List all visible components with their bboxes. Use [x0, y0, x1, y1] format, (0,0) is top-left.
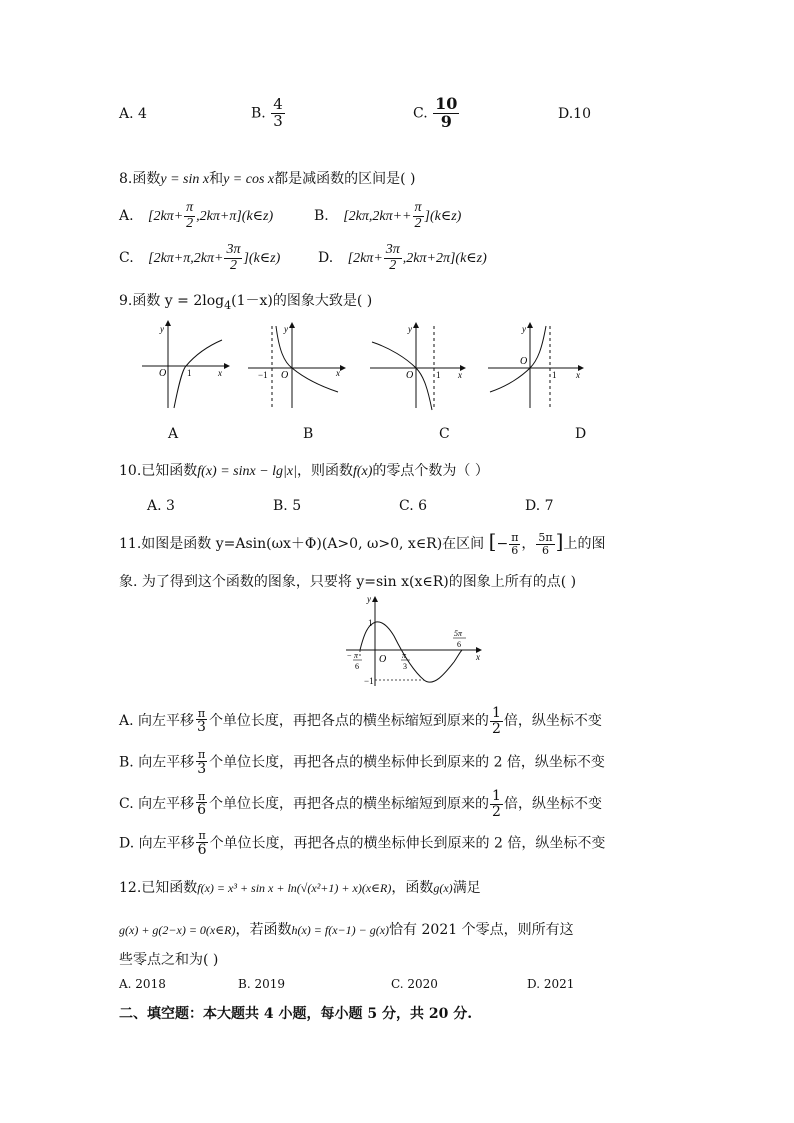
q11-line1-text: 11.如图是函数 y=Asin(ωx＋Φ)(A>0, ω>0, x∈R)在区间: [119, 536, 485, 552]
q11-neg-pi6-minus: −: [347, 651, 352, 660]
q11-option-c: [119, 789, 602, 819]
q9-c-y-label: y: [408, 324, 412, 334]
q11-neg-pi6-num: π: [354, 651, 359, 660]
q8-b-label: B.: [314, 208, 329, 225]
q11-option-a: [119, 706, 602, 736]
q11-minus: −: [496, 536, 509, 552]
q11-neg-one: −1: [364, 676, 374, 686]
q11-line1: [119, 529, 605, 556]
q11-b-three: 3: [197, 760, 207, 777]
q11-graph: [342, 592, 484, 688]
q12-line2-func: g(x) + g(2−x) = 0(x∈R): [119, 923, 236, 937]
q11-5pi6-num: 5π: [454, 629, 463, 638]
q8-a-pre: [2kπ+: [148, 209, 184, 225]
q8-and: 和: [209, 171, 224, 187]
q12-stem-a: 12.已知函数: [119, 880, 198, 896]
q9-graph-d: [486, 320, 586, 412]
q9-stem-a: 9.函数 y = 2log: [119, 293, 225, 309]
q9-b-y-arrow: [289, 322, 295, 328]
q8-d-pre: [2kπ+: [347, 251, 383, 267]
q11-option-b: [119, 749, 605, 776]
q12-option-c: C. 2020: [391, 977, 438, 991]
q8-stem-b: 都是减函数的区间是( ): [274, 171, 416, 187]
q11-int-left-num: π: [511, 530, 519, 544]
q8-c-post: ](k∈z): [243, 251, 281, 267]
q9-a-x-label: x: [218, 368, 222, 378]
q11-option-d: [119, 830, 605, 857]
q10-func2: f(x): [352, 464, 373, 479]
q9-label-a: A: [168, 426, 179, 442]
q8-d-3pi: 3π: [385, 242, 400, 257]
q11-x-label: x: [476, 652, 480, 662]
q11-a-pre: A. 向左平移: [119, 713, 195, 730]
q11-a-two: 2: [491, 720, 501, 737]
q9-b-curve: [276, 326, 338, 392]
q12-line2: [119, 919, 574, 939]
q12-g: g(x): [433, 881, 453, 895]
q8-c-pre: [2kπ+π,2kπ+: [148, 251, 224, 267]
q9-graph-a: [138, 318, 230, 410]
q11-neg-pi6-den: 6: [355, 662, 359, 671]
q9-a-x-arrow: [224, 363, 230, 369]
q11-c-one: 1: [492, 788, 501, 804]
q11-a-mid: 个单位长度，再把各点的横坐标缩短到原来的: [208, 713, 489, 730]
q7-b-den: 3: [273, 111, 283, 130]
q12-h: h(x) = f(x−1) − g(x): [291, 923, 390, 937]
q11-line1-tail: 上的图: [563, 536, 606, 552]
q11-int-right-den: 6: [542, 543, 550, 557]
q8-a-two: 2: [186, 215, 194, 231]
q7-option-c: [413, 96, 460, 131]
q10-option-a: A. 3: [147, 498, 175, 514]
q9-b-origin: O: [281, 370, 289, 381]
q8-option-b: [314, 201, 461, 231]
q8-stem-a: 8.函数: [119, 171, 161, 187]
q8-d-label: D.: [318, 250, 334, 267]
q7-option-b-label: B.: [251, 105, 266, 122]
q11-comma: ，: [521, 536, 536, 552]
q8-d-two: 2: [389, 257, 397, 273]
q11-pi3-den: 3: [403, 662, 407, 671]
q9-a-curve: [174, 340, 222, 408]
q12-line2-b: ，若函数: [235, 922, 292, 938]
q9-d-one: 1: [552, 370, 557, 380]
q11-y-arrow: [372, 596, 378, 602]
q10-option-c: C. 6: [399, 498, 428, 514]
q9-a-origin: O: [159, 368, 167, 379]
q9-stem: [119, 290, 372, 312]
q8-b-pre: [2kπ,2kπ++: [343, 209, 412, 225]
q8-stem: [119, 168, 416, 188]
q7-option-b: [251, 97, 286, 130]
q11-b-pre: B. 向左平移: [119, 754, 195, 771]
q11-c-pi: π: [197, 789, 206, 803]
q9-c-origin: O: [406, 370, 414, 381]
q11-5pi6-den: 6: [457, 640, 461, 649]
q11-a-pi: π: [197, 706, 206, 720]
q10-stem-b: ，则函数: [296, 463, 353, 479]
q9-d-y-label: y: [522, 324, 526, 334]
q11-b-mid: 个单位长度，再把各点的横坐标伸长到原来的 2 倍，纵坐标不变: [209, 754, 605, 771]
q11-a-three: 3: [197, 719, 206, 736]
q9-graph-b: [246, 320, 346, 410]
q11-d-pi: π: [198, 829, 206, 842]
q8-a-label: A.: [119, 208, 134, 225]
q9-c-curve: [372, 342, 432, 410]
q9-c-x-label: x: [458, 370, 462, 380]
q9-label-b: B: [303, 426, 314, 442]
q8-b-two: 2: [414, 215, 422, 231]
q12-line3: 些零点之和为( ): [119, 952, 219, 968]
q8-option-c: [119, 243, 280, 273]
q11-d-six: 6: [197, 841, 207, 858]
q11-c-mid: 个单位长度，再把各点的横坐标缩短到原来的: [209, 796, 490, 813]
q12-stem-c: 满足: [452, 880, 481, 896]
q12-line1: [119, 877, 481, 897]
q11-pi3-num: π: [402, 651, 407, 660]
q8-c-two: 2: [229, 257, 237, 273]
q9-stem-tail: (1－x)的图象大致是( ): [231, 293, 373, 309]
q10-stem-a: 10.已知函数: [119, 463, 198, 479]
q12-line2-c: 恰有 2021 个零点，则所有这: [389, 922, 574, 938]
q8-b-post: ](k∈z): [424, 209, 462, 225]
q8-y1: y = sin x: [160, 172, 210, 187]
q11-y-label: y: [367, 594, 371, 604]
q11-a-one: 1: [491, 705, 501, 721]
q11-c-two: 2: [492, 803, 501, 820]
q11-bracket-left: [: [488, 529, 497, 553]
q10-option-b: B. 5: [273, 498, 302, 514]
q10-stem: [119, 460, 489, 480]
q9-d-curve: [490, 326, 546, 392]
q8-c-label: C.: [119, 250, 134, 267]
q9-d-y-arrow: [527, 322, 533, 328]
q11-d-pre: D. 向左平移: [119, 835, 195, 852]
q9-label-d: D: [575, 426, 587, 442]
q12-option-d: D. 2021: [527, 977, 575, 991]
q9-a-y-label: y: [160, 324, 164, 334]
q7-c-den: 9: [440, 111, 452, 131]
q12-func: f(x) = x³ + sin x + ln(√(x²+1) + x)(x∈R): [197, 881, 392, 895]
q11-c-six: 6: [197, 802, 207, 819]
q11-c-pre: C. 向左平移: [119, 796, 195, 813]
q12-option-a: A. 2018: [119, 977, 166, 991]
q9-b-x-label: x: [336, 368, 340, 378]
q9-b-neg-one: −1: [258, 370, 268, 380]
q8-y2: y = cos x: [223, 172, 275, 187]
q8-d-post: ,2kπ+2π](k∈z): [402, 251, 487, 267]
q7-c-num: 10: [435, 94, 458, 113]
q9-c-y-arrow: [413, 322, 419, 328]
q7-b-num: 4: [273, 95, 283, 113]
q7-option-d: D.10: [558, 106, 591, 122]
q12-option-b: B. 2019: [238, 977, 285, 991]
q9-a-y-arrow: [165, 320, 171, 326]
q9-d-origin: O: [520, 356, 528, 367]
q9-a-one: 1: [187, 368, 192, 378]
q8-option-d: [318, 243, 487, 273]
q10-func: f(x) = sinx − lg|x|: [197, 464, 297, 479]
q8-b-pi: π: [414, 200, 422, 215]
q7-option-c-label: C.: [413, 105, 428, 122]
q9-label-c: C: [439, 426, 450, 442]
q11-origin: O: [379, 654, 387, 665]
q8-a-pi: π: [186, 200, 194, 215]
q10-stem-c: 的零点个数为（ ）: [372, 463, 489, 479]
q11-c-post: 倍，纵坐标不变: [503, 796, 602, 813]
q8-a-post: ,2kπ+π](k∈z): [196, 209, 274, 225]
q11-d-mid: 个单位长度，再把各点的横坐标伸长到原来的 2 倍，纵坐标不变: [209, 835, 606, 852]
q9-graph-c: [368, 320, 468, 412]
q8-c-3pi: 3π: [226, 242, 241, 257]
q10-option-d: D. 7: [525, 498, 554, 514]
q9-log-base: 4: [224, 298, 232, 312]
q9-b-x-arrow: [340, 365, 346, 371]
q11-bracket-right: ]: [555, 529, 564, 553]
q11-a-post: 倍，纵坐标不变: [503, 713, 602, 730]
q12-stem-b: ，函数: [391, 880, 434, 896]
q8-option-a: [119, 201, 273, 231]
q9-d-x-label: x: [576, 370, 580, 380]
q11-int-right-num: 5π: [538, 530, 553, 544]
q11-b-pi: π: [198, 748, 206, 761]
q9-b-y-label: y: [284, 324, 288, 334]
q11-line2: 象. 为了得到这个函数的图象，只要将 y=sin x(x∈R)的图象上所有的点( ): [119, 574, 577, 590]
q11-int-left-den: 6: [511, 543, 519, 557]
section-2-heading: 二、填空题：本大题共 4 小题，每小题 5 分，共 20 分.: [119, 1006, 473, 1022]
q9-c-one: 1: [436, 370, 441, 380]
q7-option-a: A. 4: [119, 106, 147, 122]
q11-one: 1: [368, 618, 373, 628]
